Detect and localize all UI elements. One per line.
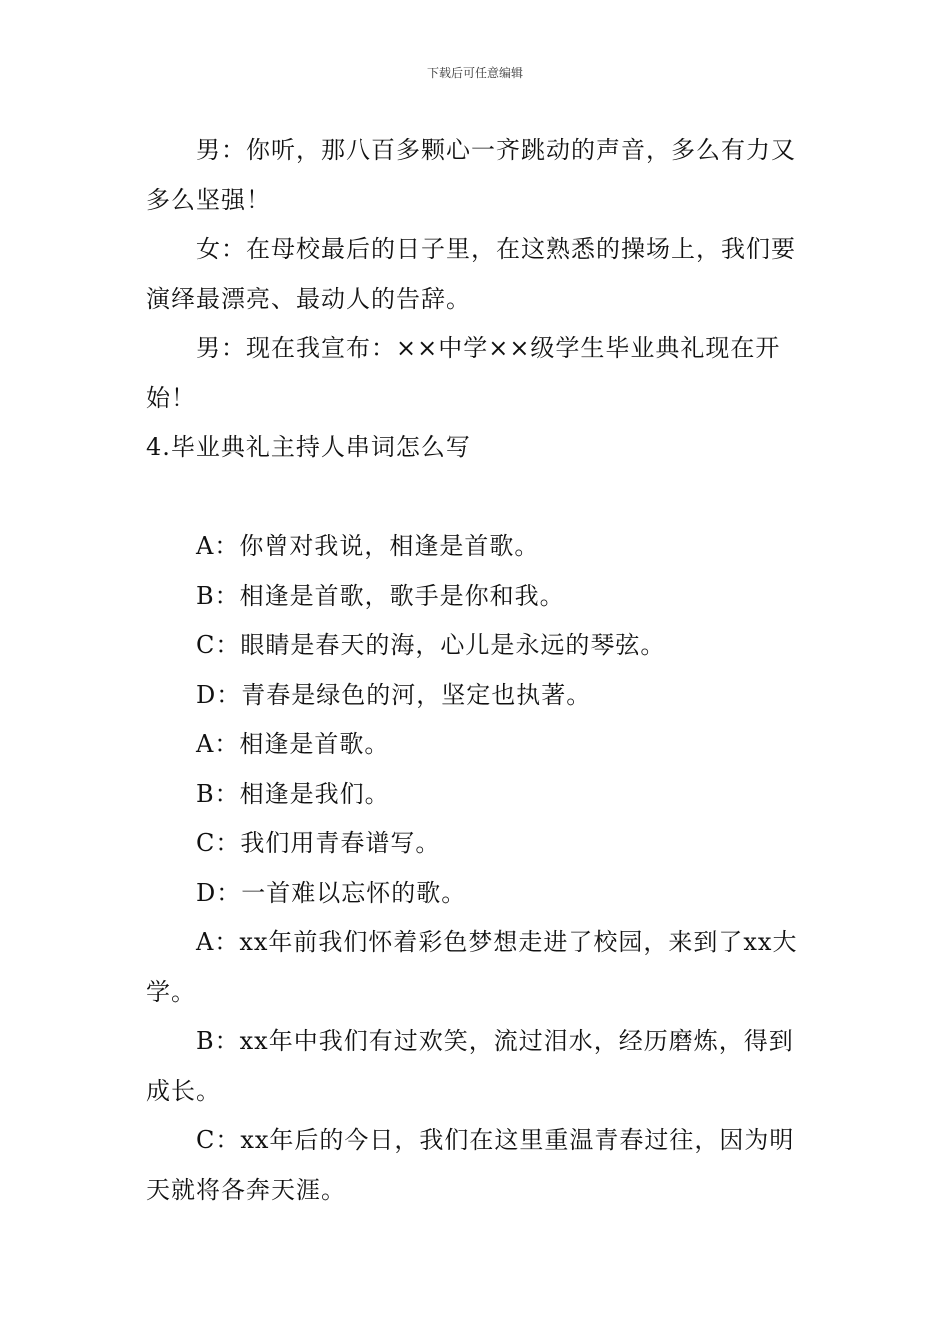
dialogue-line: B：相逢是我们。 xyxy=(196,779,390,808)
dialogue-line: B：相逢是首歌，歌手是你和我。 xyxy=(196,581,565,610)
dialogue-line: C：眼睛是春天的海，心儿是永远的琴弦。 xyxy=(196,631,666,659)
dialogue-line: D：青春是绿色的河，坚定也执著。 xyxy=(196,680,592,709)
page-header: 下载后可任意编辑 xyxy=(426,66,523,80)
dialogue-line: A：相逢是首歌。 xyxy=(196,730,390,758)
paragraph-male-1: 男：你听，那八百多颗心一齐跳动的声音，多么有力又多么坚强！ xyxy=(146,136,796,214)
dialogue-line: B：xx年中我们有过欢笑，流过泪水，经历磨炼，得到成长。 xyxy=(146,1027,794,1105)
dialogue-line: C：我们用青春谱写。 xyxy=(196,829,441,857)
dialogue-line: A：xx年前我们怀着彩色梦想走进了校园，来到了xx大学。 xyxy=(146,928,798,1006)
dialogue-line: C：xx年后的今日，我们在这里重温青春过往，因为明天就将各奔天涯。 xyxy=(146,1126,795,1204)
section-heading: 4.毕业典礼主持人串词怎么写 xyxy=(146,433,471,461)
dialogue-line: A：你曾对我说，相逢是首歌。 xyxy=(196,532,540,560)
document-body xyxy=(146,126,808,1215)
dialogue-line: D：一首难以忘怀的歌。 xyxy=(196,878,467,907)
paragraph-female-1: 女：在母校最后的日子里，在这熟悉的操场上，我们要演绎最漂亮、最动人的告辞。 xyxy=(146,235,796,313)
blank-line xyxy=(146,473,808,523)
paragraph-male-2: 男：现在我宣布：××中学××级学生毕业典礼现在开始！ xyxy=(146,334,781,412)
